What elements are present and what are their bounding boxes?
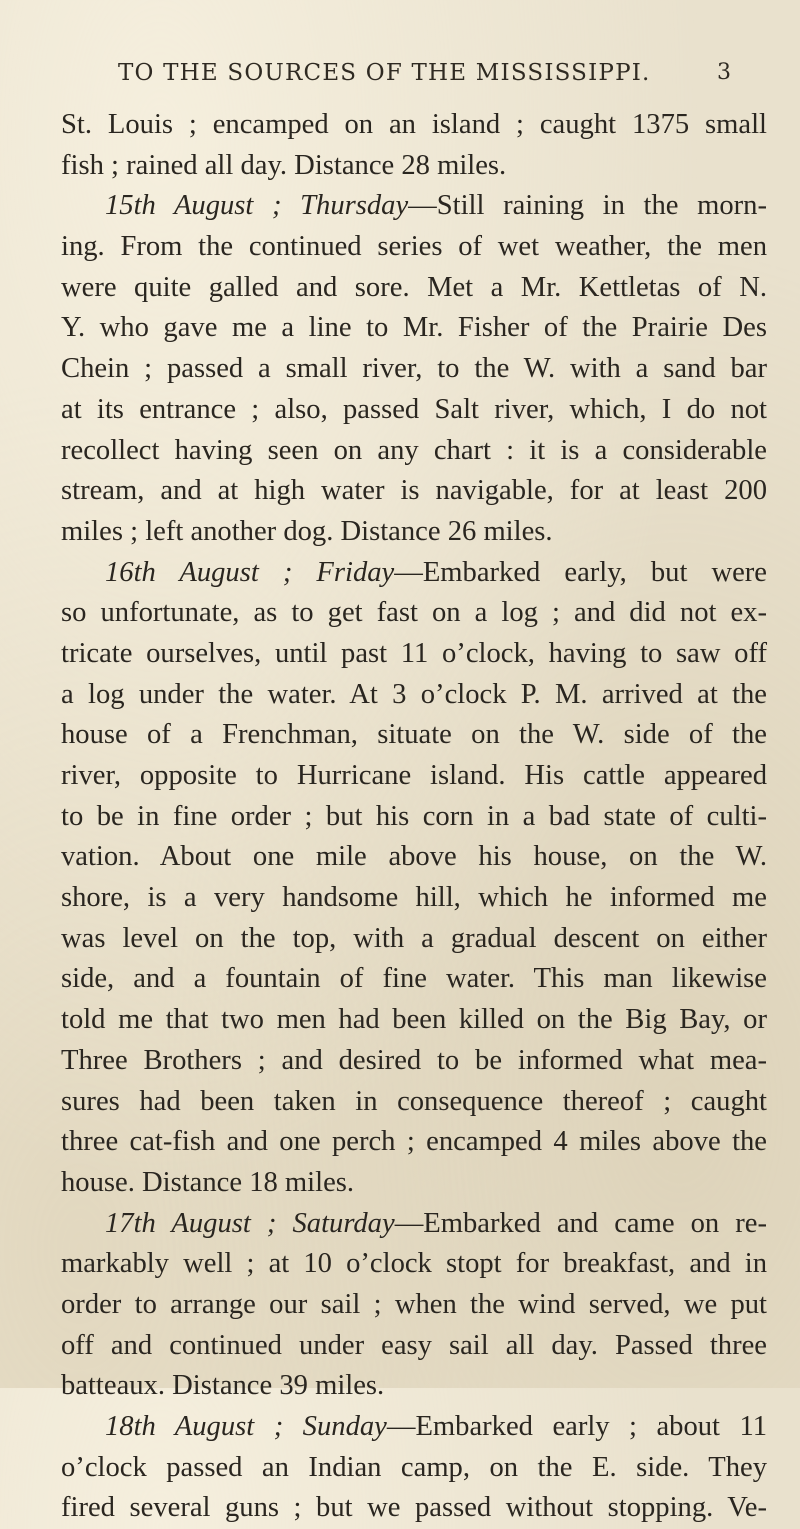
line-text: —Still raining in the morn-	[408, 190, 767, 222]
line-text: house. Distance 18 miles.	[61, 1166, 355, 1198]
text-line	[61, 471, 767, 512]
line-text: ing. From the continued series of wet weather, the men	[61, 231, 767, 263]
text-line	[61, 1163, 767, 1204]
text-line	[61, 1326, 767, 1367]
entry-date: 15th August ; Thursday	[105, 190, 409, 222]
text-line	[61, 390, 767, 431]
text-line	[61, 512, 767, 553]
line-text: vation. About one mile above his house, on the W.	[61, 841, 767, 873]
text-line	[61, 553, 767, 594]
line-text: stream, and at high water is navigable, for at least 200	[61, 475, 767, 507]
text-line	[61, 268, 767, 309]
text-line	[61, 1082, 767, 1123]
text-line	[61, 919, 767, 960]
running-head-title: TO THE SOURCES OF THE MISSISSIPPI.	[118, 60, 651, 86]
text-line	[61, 105, 767, 146]
text-line	[61, 349, 767, 390]
line-text: fish ; rained all day. Distance 28 miles.	[61, 149, 507, 181]
text-line	[61, 1204, 767, 1245]
text-line	[61, 1448, 767, 1489]
text-line	[61, 1285, 767, 1326]
text-line	[61, 1407, 767, 1448]
text-line	[61, 308, 767, 349]
line-text: shore, is a very handsome hill, which he informed me	[61, 882, 767, 914]
line-text: St. Louis ; encamped on an island ; caught 1375 small	[61, 109, 767, 140]
line-text: were quite galled and sore. Met a Mr. Kettletas of N.	[61, 271, 767, 303]
text-line	[61, 1122, 767, 1163]
line-text: o’clock passed an Indian camp, on the E. side. They	[61, 1451, 767, 1483]
text-line	[61, 227, 767, 268]
page-number: 3	[717, 60, 731, 85]
line-text: fired several guns ; but we passed without stopping. Ve-	[61, 1492, 767, 1524]
line-text: side, and a fountain of fine water. This man likewise	[61, 963, 767, 995]
line-text: tricate ourselves, until past 11 o’clock, having to saw off	[61, 637, 767, 669]
text-line	[61, 1000, 767, 1041]
entry-date: 18th August ; Sunday	[105, 1411, 387, 1442]
entry-date: 16th August ; Friday	[105, 556, 395, 588]
line-text: —Embarked early ; about 11	[386, 1411, 768, 1442]
line-text: at its entrance ; also, passed Salt river, which, I do not	[61, 393, 767, 425]
line-text: told me that two men had been killed on the Big Bay, or	[61, 1004, 767, 1036]
text-line	[61, 1041, 767, 1082]
text-line	[61, 634, 767, 675]
line-text: off and continued under easy sail all day. Passed three	[61, 1329, 767, 1361]
text-line	[61, 1244, 767, 1285]
line-text: Chein ; passed a small river, to the W. with a sand bar	[61, 353, 767, 385]
text-line	[61, 797, 767, 838]
line-text: three cat-fish and one perch ; encamped 4 miles above the	[61, 1126, 767, 1158]
line-text: river, opposite to Hurricane island. His cattle appeared	[61, 760, 767, 791]
line-text: —Embarked and came on re-	[394, 1207, 768, 1239]
line-text: so unfortunate, as to get fast on a log ; and did not ex-	[61, 597, 767, 629]
text-line	[61, 146, 767, 187]
text-line	[61, 675, 767, 716]
line-text: recollect having seen on any chart : it is a considerable	[61, 434, 767, 466]
body-text	[61, 105, 767, 1529]
text-line	[61, 593, 767, 634]
text-line	[61, 837, 767, 878]
line-text: a log under the water. At 3 o’clock P. M. arrived at the	[61, 678, 767, 710]
text-line	[61, 715, 767, 756]
text-line	[61, 431, 767, 472]
line-text: sures had been taken in consequence thereof ; caught	[61, 1085, 767, 1117]
line-text: Three Brothers ; and desired to be informed what mea-	[61, 1044, 767, 1076]
text-line	[61, 186, 767, 227]
running-head	[0, 60, 800, 90]
line-text: house of a Frenchman, situate on the W. side of the	[61, 719, 767, 751]
text-line	[61, 878, 767, 919]
text-line	[61, 959, 767, 1000]
text-line	[61, 1488, 767, 1529]
line-text: was level on the top, with a gradual descent on either	[61, 922, 767, 954]
line-text: —Embarked early, but were	[394, 556, 767, 588]
text-line	[61, 756, 767, 797]
line-text: miles ; left another dog. Distance 26 miles.	[61, 515, 553, 547]
line-text: markably well ; at 10 o’clock stopt for breakfast, and in	[61, 1248, 767, 1280]
line-text: to be in fine order ; but his corn in a bad state of culti-	[61, 800, 767, 832]
entry-date: 17th August ; Saturday	[105, 1207, 395, 1239]
line-text: Y. who gave me a line to Mr. Fisher of the Prairie Des	[61, 312, 767, 344]
line-text: order to arrange our sail ; when the wind served, we put	[61, 1288, 767, 1320]
line-text: batteaux. Distance 39 miles.	[61, 1370, 385, 1402]
text-line	[61, 1366, 767, 1407]
